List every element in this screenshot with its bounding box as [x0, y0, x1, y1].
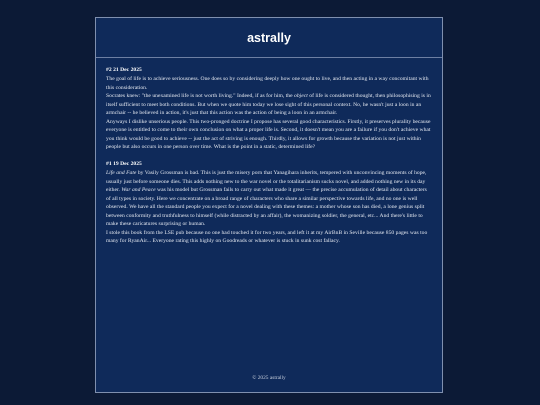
- site-title[interactable]: astrally: [247, 31, 291, 45]
- post-number: #2: [106, 67, 112, 73]
- post-entry: [106, 66, 432, 152]
- post-date: 19 Dec 2025: [113, 160, 142, 167]
- page-container: [95, 17, 443, 393]
- paragraph-text: Socrates knew: "the unexamined life is not worth living." Indeed, if as for him, the: [106, 93, 295, 100]
- book-title: Life and Fate: [106, 170, 137, 177]
- title-divider: [96, 57, 442, 58]
- post-paragraph: [106, 169, 432, 229]
- post-date: 21 Dec 2025: [113, 67, 142, 73]
- post-paragraph: [106, 92, 432, 118]
- post-number: #1: [106, 160, 112, 167]
- book-title: War and Peace: [121, 187, 156, 194]
- post-entry: [106, 160, 432, 246]
- footer: © 2025 astrally: [252, 375, 286, 381]
- post-paragraph: I stole this book from the LSE pub because no one had touched it for two years, and left it at my AirBnB in Seville because 850 pages was too many for RyanAir... Everyone rating this highly on Goodreads or whatever is stuck in sunk cost fallacy.: [106, 229, 428, 245]
- paragraph-text: was his model but Grossman fails to carry out what made it great — the precise accumulation of detail about characters of all types in society. Here we concentrate on a broad range of characters who share a similar perspective towards life, and no one is well observed. We have all the standard people you expect for a novel dealing with these themes: a mother whose son has died, a lone genius split between conformity and truthfulness to himself (while distracted by an affair), the womanizing soldier, the general, etc... And there's little to make these caricatures surprising or human.: [106, 187, 427, 228]
- paragraph-text: by Vasily Grossman is bad. This is just the misery porn that Yanagihara inherits, tempered with unconvincing moments of hope, usually just before someone dies. This adds nothing new to the war novel or the totalitarianism sucks novel, and added nothing new in its day either.: [106, 170, 427, 194]
- post-paragraph: Anyways I dislike unserious people. This two-pronged doctrine I propose has several good characteristics. Firstly, it preserves plurality because everyone is entitled to come to their own conclusion on what a proper life is. Second, it doesn't mean you are a failure if you don't achieve what you think would be good to achieve -- just the act of striving is enough. Thirdly, it allows for growth because the variation is not just within people but also occurs in one person over time. What is the point in a static, determined life?: [106, 118, 431, 151]
- emphasis-text: object: [294, 93, 308, 100]
- paragraph-text: of life is considered thought, then philosophising is in itself sufficient to meet both conditions. But when we quote him today we lose sight of this personal context. No, he wasn't just a loon in an armchair -- he believed in action, it's just that this action was the action of being a loon in an armchair.: [106, 93, 431, 117]
- post-header[interactable]: [106, 160, 432, 169]
- post-paragraph: The goal of life is to achieve seriousness. One does so by considering deeply how one ought to live, and then acting in a way concomitant with this consideration.: [106, 76, 429, 91]
- post-header[interactable]: [106, 66, 432, 75]
